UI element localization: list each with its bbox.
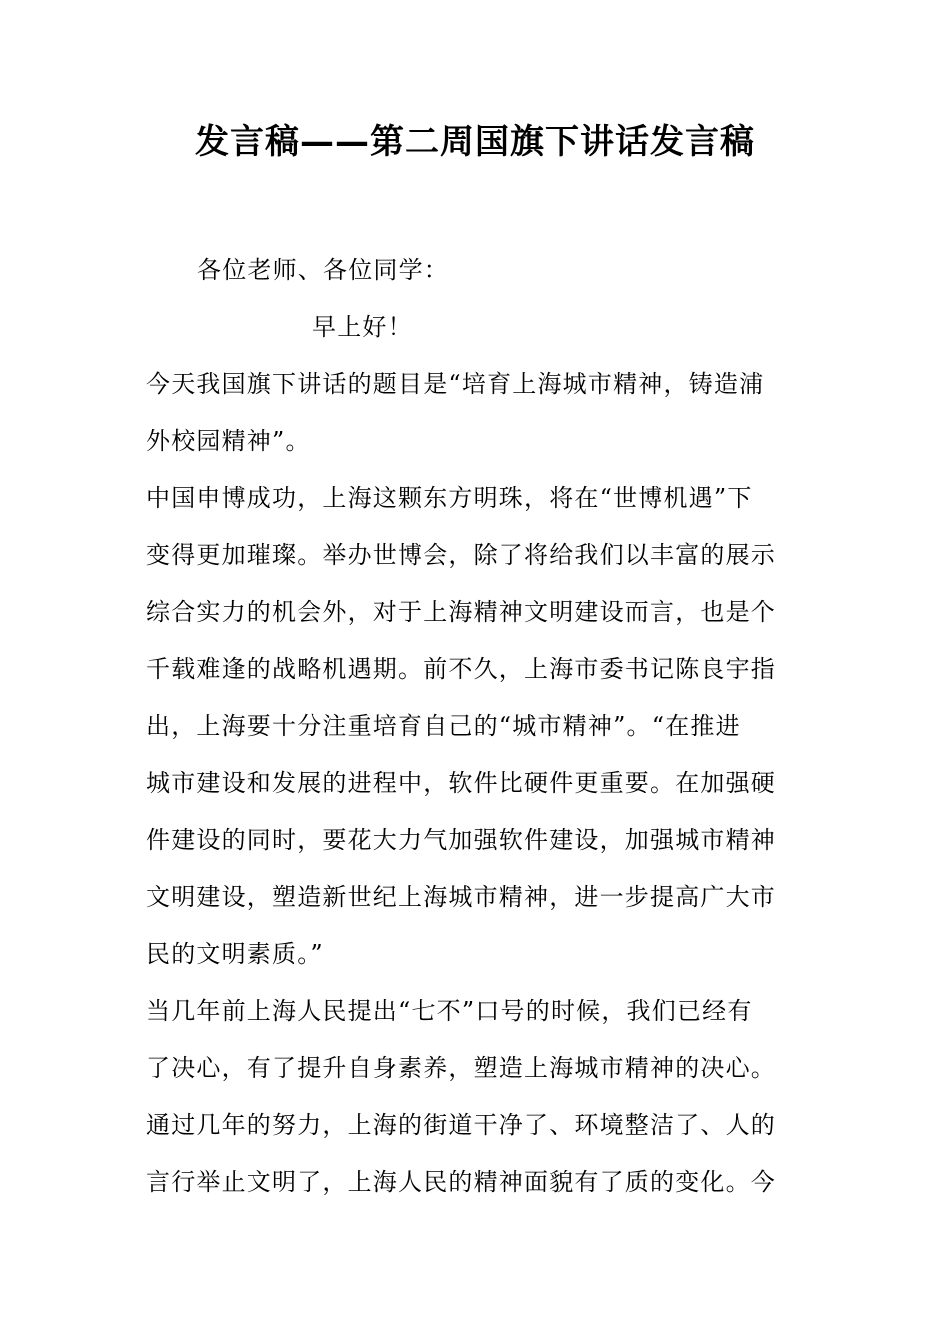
body-line: 千载难逢的战略机遇期。前不久，上海市委书记陈良宇指 [146,655,776,683]
body-line: 通过几年的努力，上海的街道干净了、环境整洁了、人的 [146,1111,776,1139]
body-line: 民的文明素质。” [146,940,324,968]
salutation: 各位老师、各位同学： [197,256,449,284]
greeting: 早上好！ [312,313,413,341]
document-title: 发言稿——第二周国旗下讲话发言稿 [195,122,755,162]
body-line: 出，上海要十分注重培育自己的“城市精神”。“在推进 [146,712,741,740]
body-line: 件建设的同时，要花大力气加强软件建设，加强城市精神 [146,826,776,854]
body-line: 中国申博成功，上海这颗东方明珠，将在“世博机遇”下 [146,484,753,512]
body-line: 今天我国旗下讲话的题目是“培育上海城市精神，铸造浦 [146,370,765,398]
body-line: 城市建设和发展的进程中，软件比硬件更重要。在加强硬 [146,769,776,797]
body-line: 当几年前上海人民提出“七不”口号的时候，我们已经有 [146,997,753,1025]
body-line: 文明建设，塑造新世纪上海城市精神，进一步提高广大市 [146,883,776,911]
body-line: 言行举止文明了，上海人民的精神面貌有了质的变化。今 [146,1168,776,1196]
body-line: 外校园精神”。 [146,427,311,455]
body-line: 了决心，有了提升自身素养，塑造上海城市精神的决心。 [146,1054,776,1082]
body-line: 综合实力的机会外，对于上海精神文明建设而言，也是个 [146,598,776,626]
body-line: 变得更加璀璨。举办世博会，除了将给我们以丰富的展示 [146,541,776,569]
